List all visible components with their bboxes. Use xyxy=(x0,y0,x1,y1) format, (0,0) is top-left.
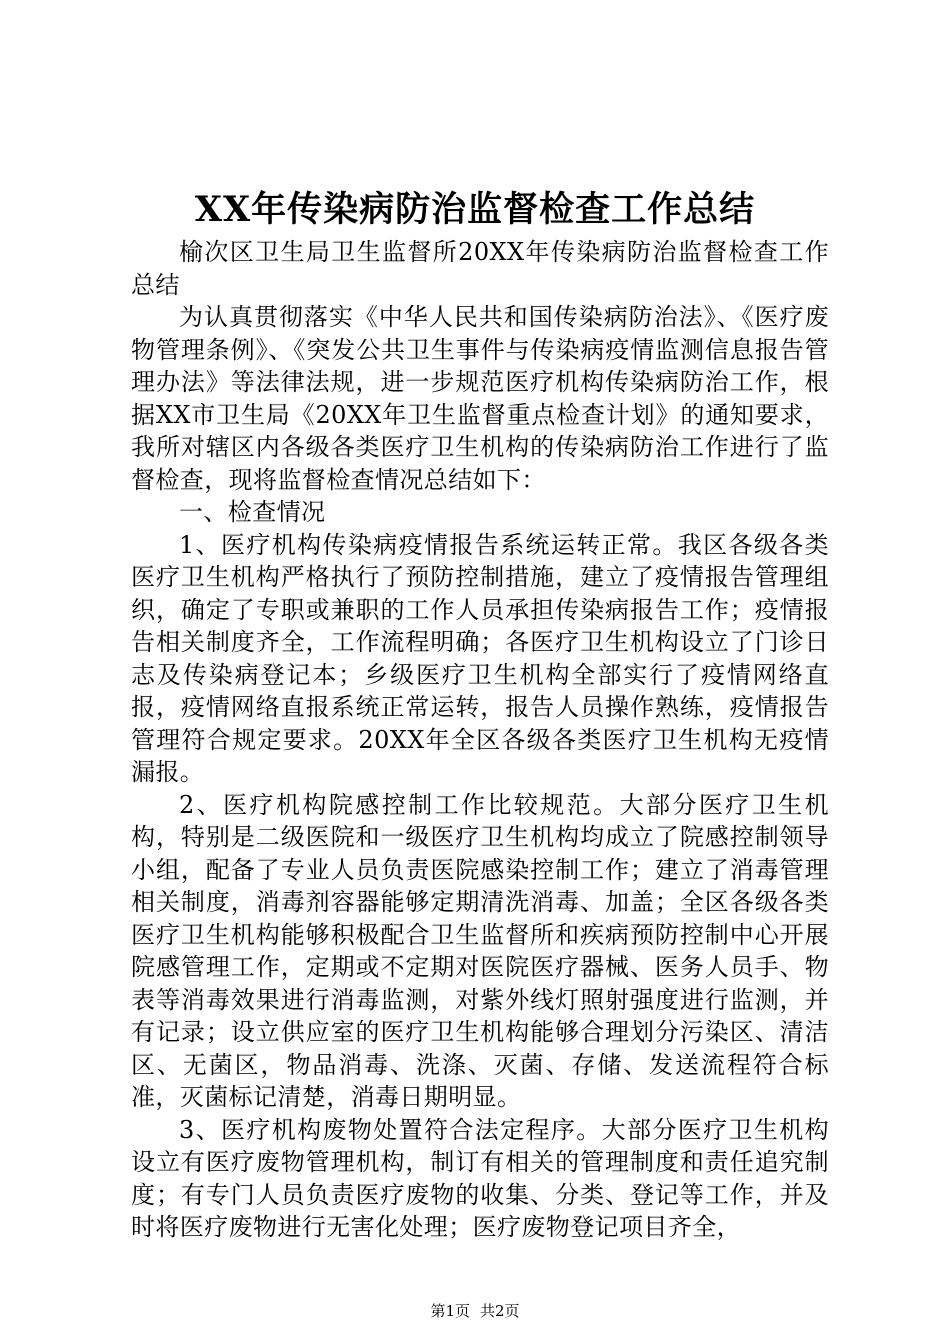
page-number: 第1页 xyxy=(430,1302,470,1320)
paragraph-intro: 为认真贯彻落实《中华人民共和国传染病防治法》、《医疗废物管理条例》、《突发公共卫生事件与传染病疫情监测信息报告管理办法》等法律法规，进一步规范医疗机构传染病防治工作，根据XX市卫生局《20XX年卫生监督重点检查计划》的通知要求，我所对辖区内各级各类医疗卫生机构的传染病防治工作进行了监督检查，现将监督检查情况总结如下： xyxy=(131,303,829,494)
page-footer xyxy=(0,1301,950,1321)
document-title: XX年传染病防治监督检查工作总结 xyxy=(194,189,756,230)
page-total: 共2页 xyxy=(480,1302,520,1320)
paragraph-item-3: 3、医疗机构废物处置符合法定程序。大部分医疗卫生机构设立有医疗废物管理机构，制订有相关的管理制度和责任追究制度；有专门人员负责医疗废物的收集、分类、登记等工作，并及时将医疗废物进行无害化处理；医疗废物登记项目齐全， xyxy=(131,1115,829,1241)
paragraph-subtitle: 榆次区卫生局卫生监督所20XX年传染病防治监督检查工作总结 xyxy=(131,238,829,299)
document-body xyxy=(131,236,829,1244)
paragraph-item-2: 2、医疗机构院感控制工作比较规范。大部分医疗卫生机构，特别是二级医院和一级医疗卫生机构均成立了院感控制领导小组，配备了专业人员负责医院感染控制工作；建立了消毒管理相关制度，消毒剂容器能够定期清洗消毒、加盖；全区各级各类医疗卫生机构能够积极配合卫生监督所和疾病预防控制中心开展院感管理工作，定期或不定期对医院医疗器械、医务人员手、物表等消毒效果进行消毒监测，对紫外线灯照射强度进行监测，并有记录；设立供应室的医疗卫生机构能够合理划分污染区、清洁区、无菌区，物品消毒、洗涤、灭菌、存储、发送流程符合标准，灭菌标记清楚，消毒日期明显。 xyxy=(131,790,829,1111)
paragraph-item-1: 1、医疗机构传染病疫情报告系统运转正常。我区各级各类医疗卫生机构严格执行了预防控制措施，建立了疫情报告管理组织，确定了专职或兼职的工作人员承担传染病报告工作；疫情报告相关制度齐全，工作流程明确；各医疗卫生机构设立了门诊日志及传染病登记本；乡级医疗卫生机构全部实行了疫情网络直报，疫情网络直报系统正常运转，报告人员操作熟练，疫情报告管理符合规定要求。20XX年全区各级各类医疗卫生机构无疫情漏报。 xyxy=(131,530,829,786)
section-heading-inspection: 一、检查情况 xyxy=(179,498,326,526)
